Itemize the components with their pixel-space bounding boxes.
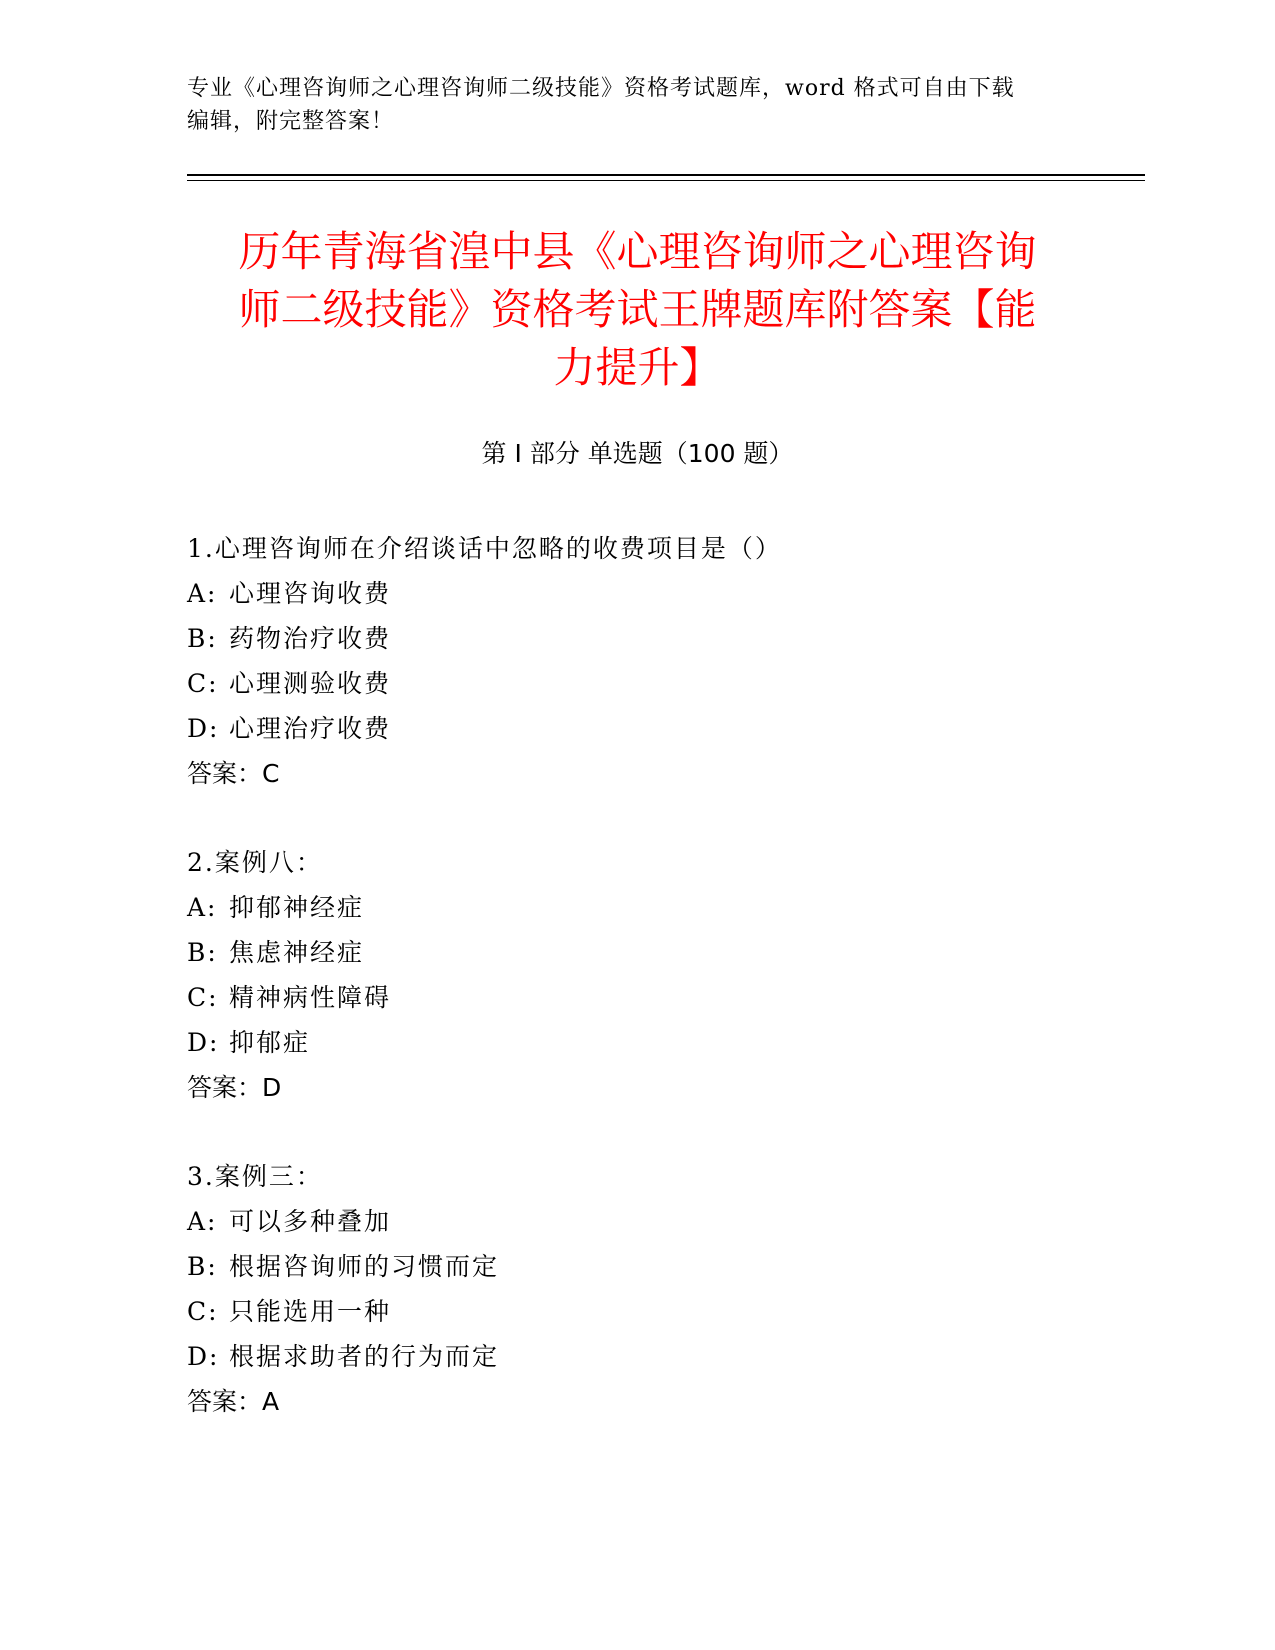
question-option — [187, 1199, 1087, 1244]
option-text: 药物治疗收费 — [229, 624, 392, 653]
question-item — [187, 526, 1087, 796]
option-text: 焦虑神经症 — [229, 938, 365, 967]
question-stem: 1.心理咨询师在介绍谈话中忽略的收费项目是（） — [187, 534, 782, 563]
document-title-line-1: 历年青海省湟中县《心理咨询师之心理咨询 — [238, 227, 1037, 276]
question-option — [187, 930, 1087, 975]
document-title-line-2: 师二级技能》资格考试王牌题库附答案【能 — [238, 285, 1037, 334]
option-letter: D: — [187, 714, 220, 743]
question-option — [187, 616, 1087, 661]
option-text: 只能选用一种 — [229, 1297, 392, 1326]
option-letter: B: — [187, 624, 218, 653]
header-divider-thin — [187, 180, 1145, 181]
header-note — [187, 72, 1087, 138]
option-letter: C: — [187, 669, 219, 698]
option-letter: D: — [187, 1342, 220, 1371]
option-letter: A: — [187, 1207, 218, 1236]
question-list — [187, 526, 1087, 1468]
option-text: 心理测验收费 — [229, 669, 392, 698]
question-option — [187, 571, 1087, 616]
question-answer: 答案：C — [187, 759, 280, 788]
question-option — [187, 1289, 1087, 1334]
option-letter: D: — [187, 1028, 220, 1057]
question-answer: 答案：A — [187, 1387, 280, 1416]
option-letter: B: — [187, 1252, 218, 1281]
question-item — [187, 840, 1087, 1110]
option-text: 心理咨询收费 — [229, 579, 392, 608]
question-option — [187, 661, 1087, 706]
option-text: 心理治疗收费 — [229, 714, 392, 743]
option-text: 根据求助者的行为而定 — [229, 1342, 500, 1371]
question-stem: 2.案例八： — [187, 848, 323, 877]
question-option — [187, 1334, 1087, 1379]
option-text: 可以多种叠加 — [229, 1207, 392, 1236]
question-option — [187, 1244, 1087, 1289]
option-text: 抑郁症 — [229, 1028, 311, 1057]
document-title — [190, 223, 1085, 397]
option-letter: C: — [187, 1297, 219, 1326]
option-text: 精神病性障碍 — [229, 983, 392, 1012]
document-title-line-3: 力提升】 — [553, 343, 722, 392]
option-text: 抑郁神经症 — [229, 893, 365, 922]
option-letter: A: — [187, 579, 218, 608]
option-letter: A: — [187, 893, 218, 922]
question-option — [187, 975, 1087, 1020]
option-letter: B: — [187, 938, 218, 967]
question-item — [187, 1154, 1087, 1424]
question-stem: 3.案例三： — [187, 1162, 323, 1191]
question-option — [187, 885, 1087, 930]
header-divider-thick — [187, 174, 1145, 176]
question-option — [187, 1020, 1087, 1065]
question-option — [187, 706, 1087, 751]
section-title: 第 I 部分 单选题（100 题） — [481, 439, 794, 468]
option-letter: C: — [187, 983, 219, 1012]
option-text: 根据咨询师的习惯而定 — [229, 1252, 500, 1281]
question-answer: 答案：D — [187, 1073, 282, 1102]
header-note-line-1: 专业《心理咨询师之心理咨询师二级技能》资格考试题库，word 格式可自由下载 — [187, 76, 1015, 101]
header-note-line-2: 编辑，附完整答案！ — [187, 109, 395, 134]
